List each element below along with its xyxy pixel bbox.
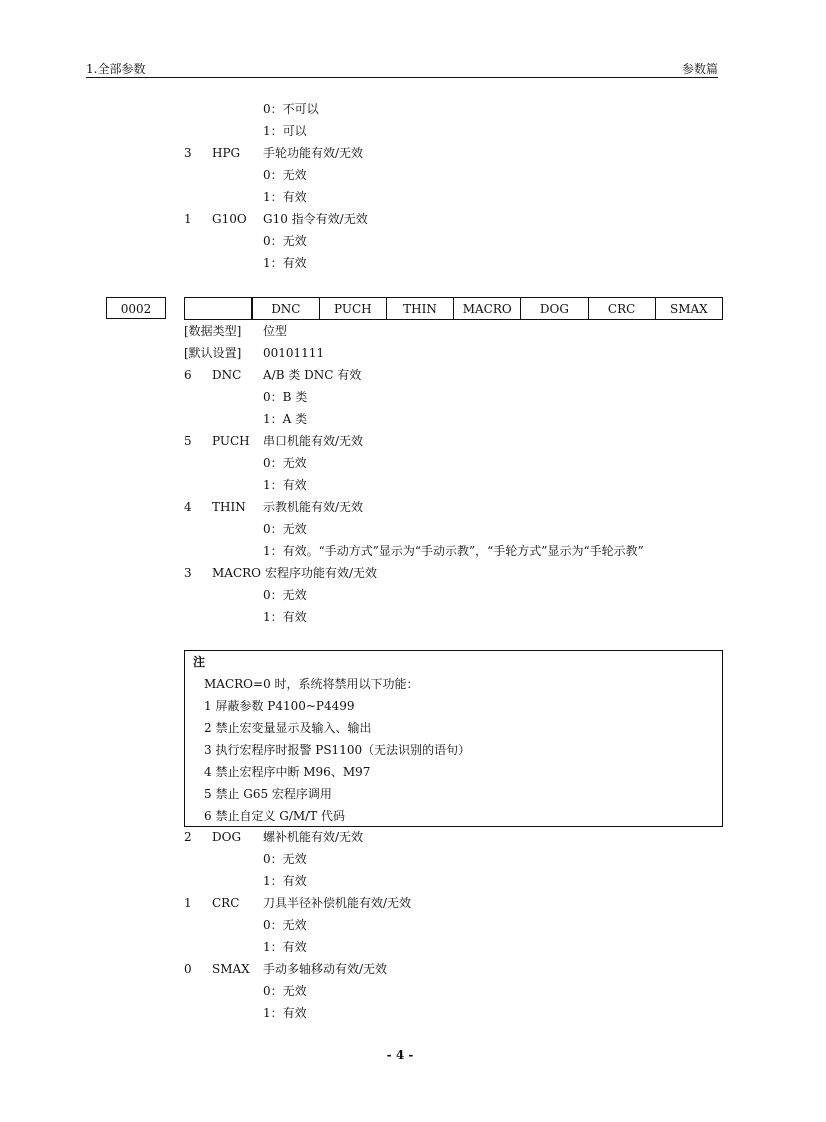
- note-item: 5 禁止 G65 宏程序调用: [204, 787, 332, 801]
- default-label: [默认设置]: [184, 346, 242, 360]
- option-text: 0：无效: [263, 168, 307, 182]
- option-text: 1：有效: [263, 478, 307, 492]
- bit-number: 3: [184, 566, 192, 580]
- note-item: 2 禁止宏变量显示及输入、输出: [204, 721, 372, 735]
- note-item: 4 禁止宏程序中断 M96、M97: [204, 765, 371, 779]
- bit-description: 螺补机能有效/无效: [263, 830, 364, 844]
- note-title: 注: [193, 655, 206, 669]
- option-text: 0：无效: [263, 234, 307, 248]
- option-text: 1：有效。“手动方式”显示为“手动示教”，“手轮方式”显示为“手轮示教”: [263, 544, 644, 558]
- bit-number: 5: [184, 434, 192, 448]
- option-text: 1：A 类: [263, 412, 308, 426]
- data-type-label: [数据类型]: [184, 324, 242, 338]
- bit-description: G10 指令有效/无效: [263, 212, 368, 226]
- bit-cell-3: MACRO: [454, 298, 521, 320]
- note-item: 1 屏蔽参数 P4100~P4499: [204, 699, 355, 713]
- bit-cell-2: DOG: [521, 298, 588, 320]
- bit-name: G10O: [212, 212, 247, 226]
- bit-description: 刀具半径补偿机能有效/无效: [263, 896, 412, 910]
- option-text: 0：无效: [263, 984, 307, 998]
- page-number: - 4 -: [386, 1048, 414, 1062]
- bit-name: HPG: [212, 146, 241, 160]
- parameter-number: 0002: [106, 297, 166, 319]
- bit-number: 2: [184, 830, 192, 844]
- option-text: 1：有效: [263, 190, 307, 204]
- option-text: 1：有效: [263, 610, 307, 624]
- header-divider: [86, 77, 718, 78]
- option-text: 1：可以: [263, 124, 307, 138]
- default-value: 00101111: [263, 346, 325, 360]
- option-text: 0：无效: [263, 522, 307, 536]
- bit-cell-5: PUCH: [319, 298, 386, 320]
- bit-table-row: [185, 298, 723, 320]
- option-text: 0：不可以: [263, 102, 319, 116]
- bit-description: A/B 类 DNC 有效: [263, 368, 362, 382]
- option-text: 0：无效: [263, 852, 307, 866]
- bit-name: DNC: [212, 368, 242, 382]
- option-text: 1：有效: [263, 1006, 307, 1020]
- bit-cell-0: SMAX: [655, 298, 722, 320]
- bit-name: CRC: [212, 896, 240, 910]
- bit-description: 串口机能有效/无效: [263, 434, 364, 448]
- option-text: 0：无效: [263, 588, 307, 602]
- option-text: 1：有效: [263, 874, 307, 888]
- bit-number: 1: [184, 896, 192, 910]
- bit-cell-7: [185, 298, 253, 320]
- bit-name: PUCH: [212, 434, 250, 448]
- note-item: 6 禁止自定义 G/M/T 代码: [204, 809, 346, 823]
- option-text: 1：有效: [263, 256, 307, 270]
- bit-name: SMAX: [212, 962, 250, 976]
- bit-number: 6: [184, 368, 192, 382]
- bit-description: 手动多轴移动有效/无效: [263, 962, 388, 976]
- option-text: 1：有效: [263, 940, 307, 954]
- bit-description: 示教机能有效/无效: [263, 500, 364, 514]
- bit-cell-6: DNC: [252, 298, 319, 320]
- bit-name: THIN: [212, 500, 246, 514]
- bit-number: 0: [184, 962, 192, 976]
- header-section-title: 1.全部参数: [86, 62, 146, 76]
- bit-cell-4: THIN: [386, 298, 453, 320]
- bit-description: 宏程序功能有效/无效: [265, 566, 378, 580]
- data-type-value: 位型: [263, 324, 288, 338]
- note-intro: MACRO=0 时，系统将禁用以下功能：: [204, 677, 419, 691]
- bit-number: 1: [184, 212, 192, 226]
- header-part-title: 参数篇: [681, 62, 718, 76]
- bit-description: 手轮功能有效/无效: [263, 146, 364, 160]
- bit-table: [184, 297, 723, 320]
- bit-name: DOG: [212, 830, 242, 844]
- bit-name: MACRO: [212, 566, 262, 580]
- option-text: 0：无效: [263, 918, 307, 932]
- bit-cell-1: CRC: [588, 298, 655, 320]
- bit-number: 4: [184, 500, 192, 514]
- note-item: 3 执行宏程序时报警 PS1100（无法识别的语句）: [204, 743, 471, 757]
- option-text: 0：B 类: [263, 390, 308, 404]
- bit-number: 3: [184, 146, 192, 160]
- option-text: 0：无效: [263, 456, 307, 470]
